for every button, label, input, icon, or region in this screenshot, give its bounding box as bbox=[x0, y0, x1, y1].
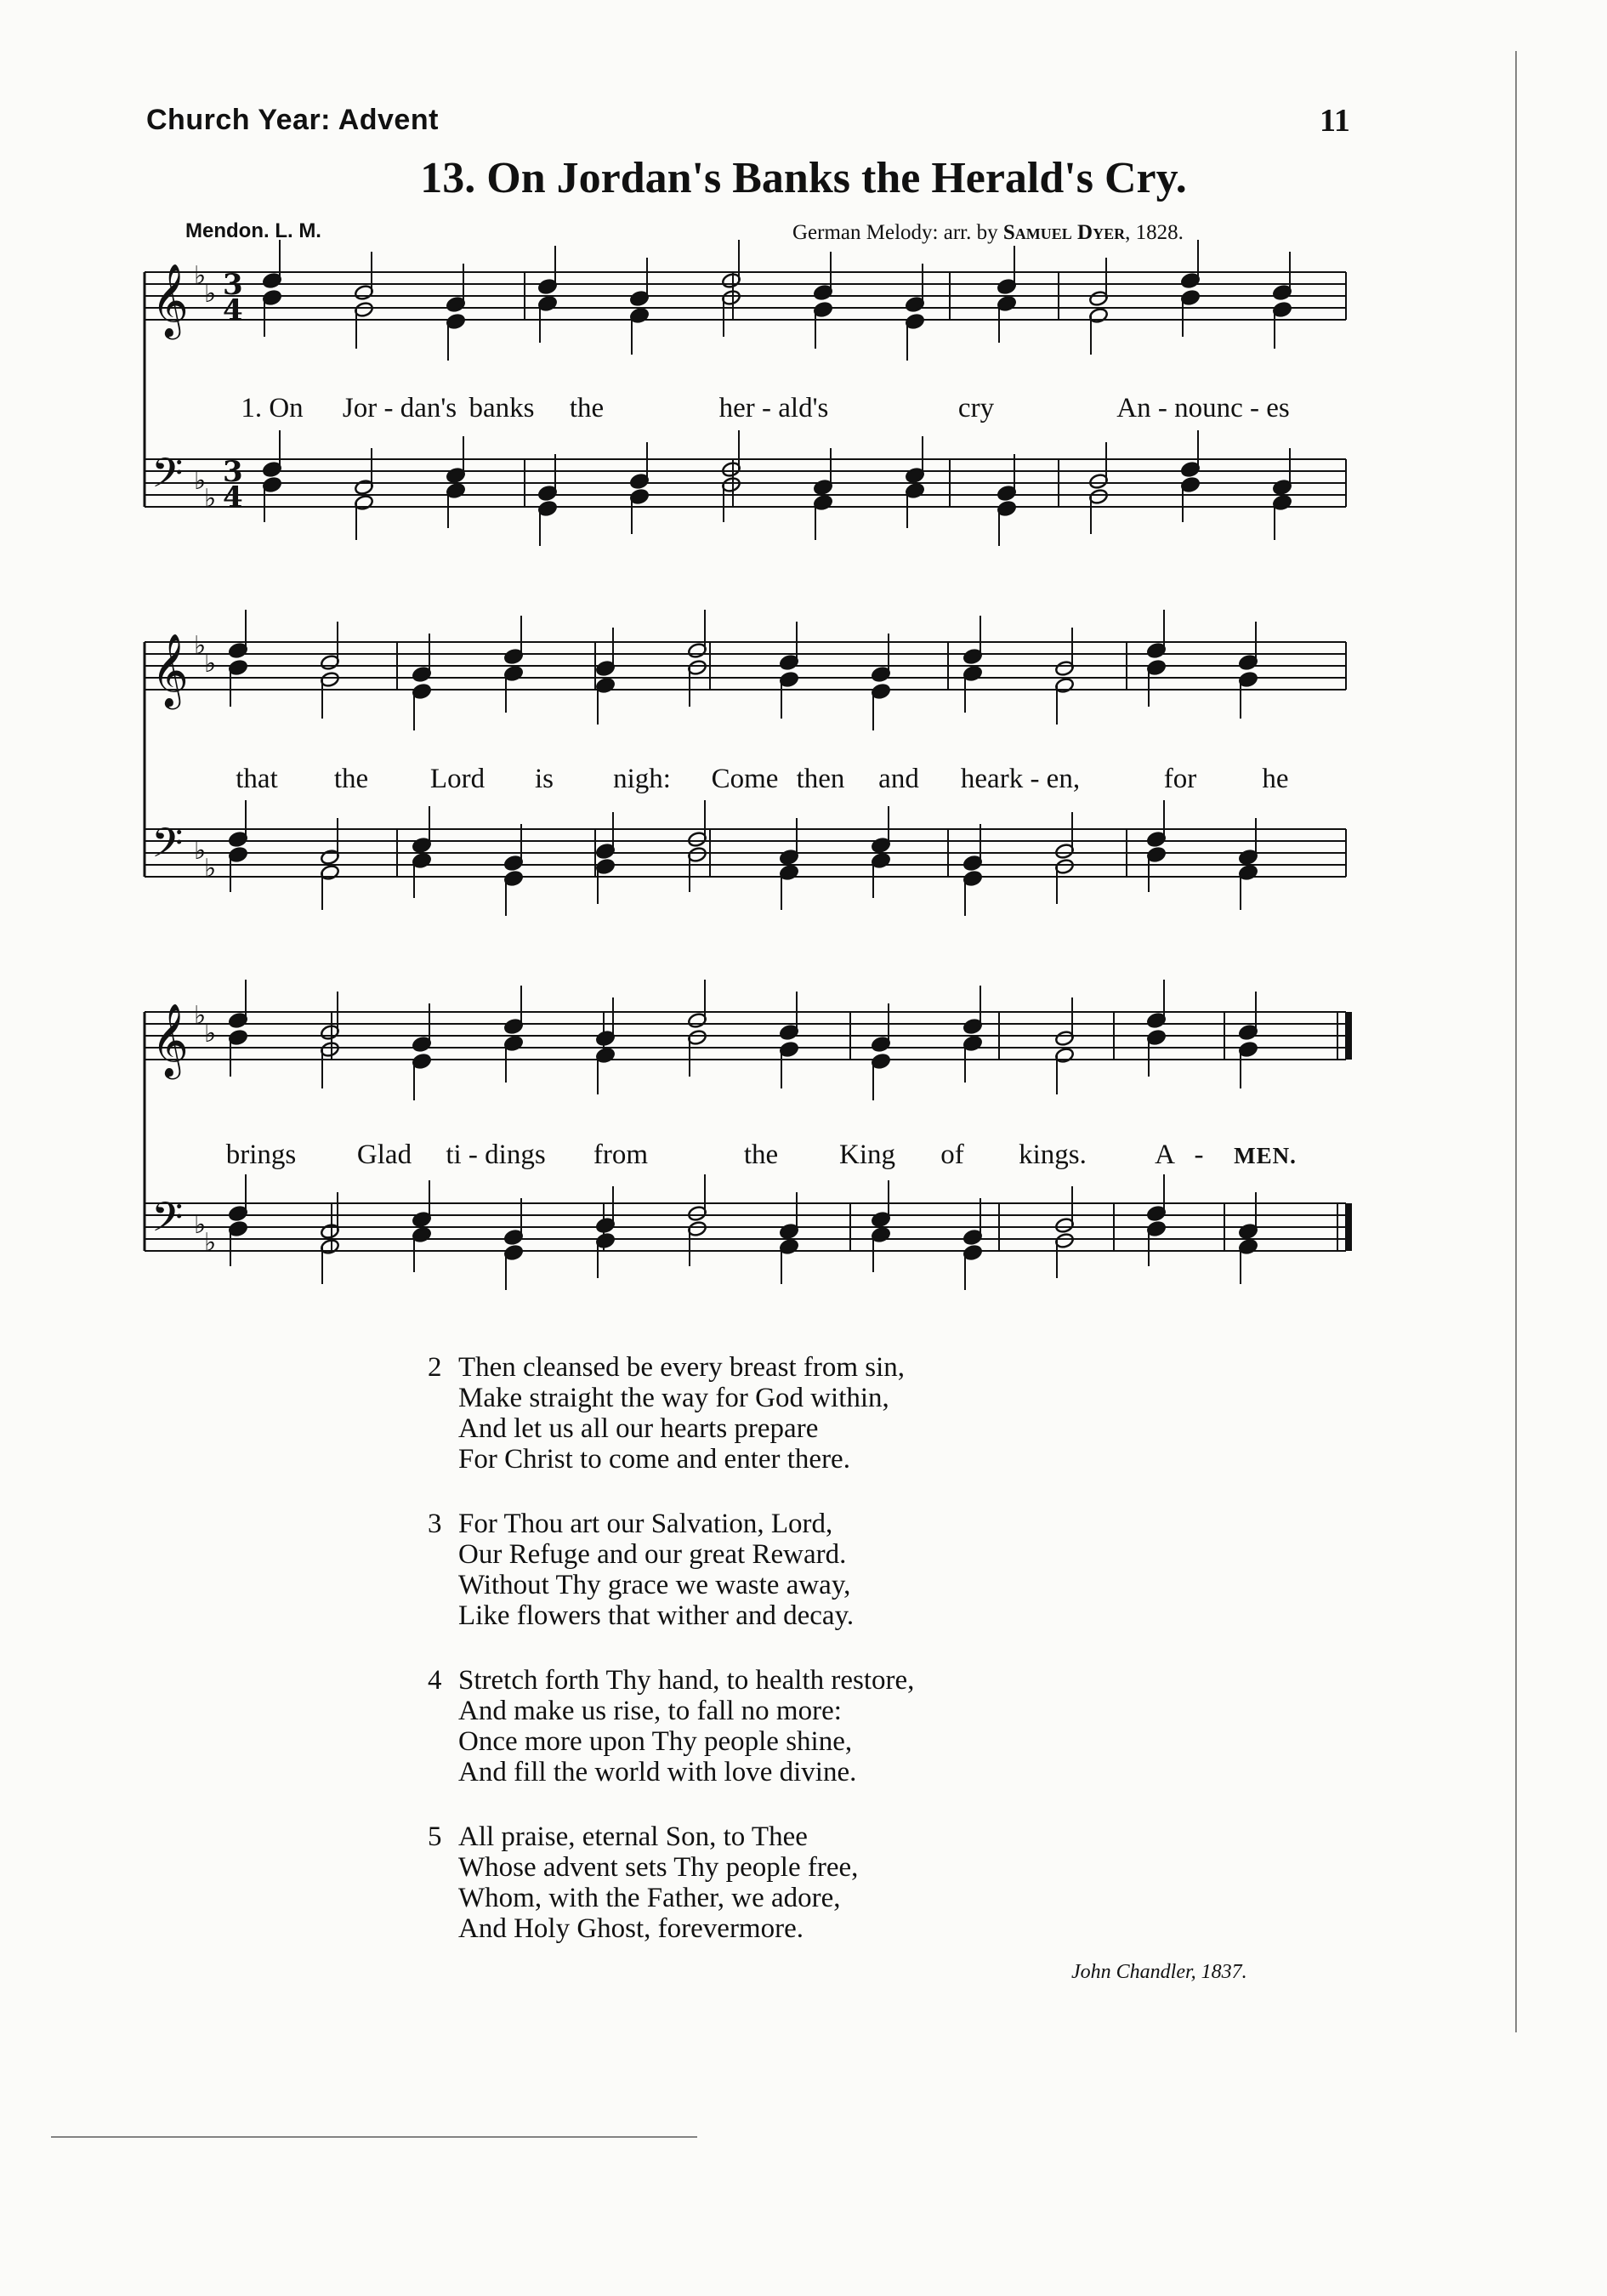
flat-icon: ♭ bbox=[204, 650, 217, 678]
verse-number: 4 bbox=[428, 1665, 442, 1696]
lyric-syllable: banks bbox=[468, 393, 535, 423]
lyric-syllable: from bbox=[593, 1139, 649, 1170]
treble-clef-icon: 𝄞 bbox=[151, 264, 189, 337]
bass-clef-icon: 𝄢 bbox=[151, 819, 184, 877]
page-bottom-rule bbox=[51, 2136, 697, 2138]
flat-icon: ♭ bbox=[194, 467, 207, 495]
flat-icon: ♭ bbox=[204, 1020, 217, 1048]
lyric-syllable: ti - dings bbox=[446, 1139, 546, 1170]
tune-name: Mendon. L. M. bbox=[185, 219, 321, 242]
flat-icon: ♭ bbox=[194, 837, 207, 865]
lyric-syllable: heark - en, bbox=[960, 764, 1081, 794]
verse-line: And Holy Ghost, forevermore. bbox=[458, 1913, 804, 1944]
verse-number: 5 bbox=[428, 1821, 442, 1852]
verse-line: For Christ to come and enter there. bbox=[458, 1444, 850, 1475]
flat-icon: ♭ bbox=[194, 1211, 207, 1239]
lyric-syllable: the bbox=[333, 764, 369, 794]
bass-clef-icon: 𝄢 bbox=[151, 1193, 184, 1251]
composer-name: Samuel Dyer bbox=[1002, 221, 1126, 244]
verse-number: 2 bbox=[428, 1352, 442, 1383]
flat-icon: ♭ bbox=[204, 855, 217, 883]
lyric-syllable: the bbox=[569, 393, 605, 423]
lyric-syllable: 1. On bbox=[241, 393, 304, 423]
bass-clef-icon: 𝄢 bbox=[151, 449, 184, 507]
flat-icon: ♭ bbox=[194, 632, 207, 660]
lyrics-system-2 bbox=[145, 764, 1318, 798]
lyrics-system-3 bbox=[145, 1139, 1318, 1174]
lyric-syllable: Lord bbox=[429, 764, 486, 794]
verse-line: Stretch forth Thy hand, to health restore, bbox=[458, 1665, 915, 1696]
composer-year: , 1828. bbox=[1125, 221, 1184, 244]
verse-line: Whose advent sets Thy people free, bbox=[458, 1852, 859, 1883]
verse-line: Without Thy grace we waste away, bbox=[458, 1570, 851, 1600]
flat-icon: ♭ bbox=[204, 280, 217, 308]
verse-line: Make straight the way for God within, bbox=[458, 1383, 889, 1413]
lyric-syllable: brings bbox=[225, 1139, 297, 1170]
flat-icon: ♭ bbox=[204, 485, 217, 513]
time-signature-bottom: 4 bbox=[223, 480, 243, 514]
lyric-syllable: then bbox=[796, 764, 845, 794]
lyrics-system-1 bbox=[145, 393, 1318, 427]
page-edge-rule bbox=[1515, 51, 1517, 2032]
treble-clef-icon: 𝄞 bbox=[151, 634, 189, 707]
composer-prefix: German Melody: arr. by bbox=[792, 221, 1003, 244]
verse-number: 3 bbox=[428, 1509, 442, 1539]
hymn-title: 13. On Jordan's Banks the Herald's Cry. bbox=[420, 154, 1187, 202]
verse-line: For Thou art our Salvation, Lord, bbox=[458, 1509, 833, 1539]
time-signature-top: 3 bbox=[223, 455, 243, 489]
lyric-syllable: and bbox=[878, 764, 919, 794]
lyric-syllable: he bbox=[1262, 764, 1289, 794]
lyric-syllable: is bbox=[534, 764, 554, 794]
verses bbox=[428, 1352, 914, 1978]
verse-line: And let us all our hearts prepare bbox=[458, 1413, 819, 1444]
lyric-syllable: King bbox=[839, 1139, 895, 1170]
lyric-syllable: that bbox=[236, 764, 278, 794]
verse-3 bbox=[428, 1509, 914, 1631]
author-credit: John Chandler, 1837. bbox=[1071, 1961, 1247, 1983]
verse-line: Our Refuge and our great Reward. bbox=[458, 1539, 847, 1570]
lyric-syllable: Come bbox=[711, 764, 779, 794]
lyric-syllable: of bbox=[940, 1139, 964, 1170]
flat-icon: ♭ bbox=[194, 262, 207, 290]
time-signature-top: 3 bbox=[223, 268, 243, 302]
verse-line: And make us rise, to fall no more: bbox=[458, 1696, 842, 1726]
flat-icon: ♭ bbox=[194, 1002, 207, 1030]
lyric-syllable: nigh: bbox=[613, 764, 671, 794]
section-heading: Church Year: Advent bbox=[146, 104, 439, 136]
verse-line: All praise, eternal Son, to Thee bbox=[458, 1821, 808, 1852]
lyric-syllable: MEN. bbox=[1234, 1143, 1297, 1168]
lyric-syllable: - bbox=[1194, 1139, 1204, 1170]
lyric-syllable: the bbox=[743, 1139, 779, 1170]
time-signature-bottom: 4 bbox=[223, 293, 243, 327]
lyric-syllable: for bbox=[1163, 764, 1197, 794]
treble-clef-icon: 𝄞 bbox=[151, 1003, 189, 1077]
lyric-syllable: A bbox=[1155, 1139, 1175, 1170]
lyric-syllable: Jor - dan's bbox=[342, 393, 457, 423]
lyric-syllable: Glad bbox=[356, 1139, 412, 1170]
verse-line: Once more upon Thy people shine, bbox=[458, 1726, 853, 1757]
flat-icon: ♭ bbox=[204, 1229, 217, 1257]
verse-5 bbox=[428, 1821, 914, 1944]
page-number: 11 bbox=[1320, 103, 1350, 139]
lyric-syllable: her - ald's bbox=[718, 393, 829, 423]
verse-line: Whom, with the Father, we adore, bbox=[458, 1883, 841, 1913]
verse-4 bbox=[428, 1665, 914, 1787]
verse-line: Then cleansed be every breast from sin, bbox=[458, 1352, 906, 1383]
verse-line: Like flowers that wither and decay. bbox=[458, 1600, 855, 1631]
verse-2 bbox=[428, 1352, 914, 1475]
lyric-syllable: An - nounc - es bbox=[1116, 393, 1290, 423]
lyric-syllable: kings. bbox=[1019, 1139, 1087, 1170]
lyric-syllable: cry bbox=[957, 393, 995, 423]
verse-line: And fill the world with love divine. bbox=[458, 1757, 857, 1787]
